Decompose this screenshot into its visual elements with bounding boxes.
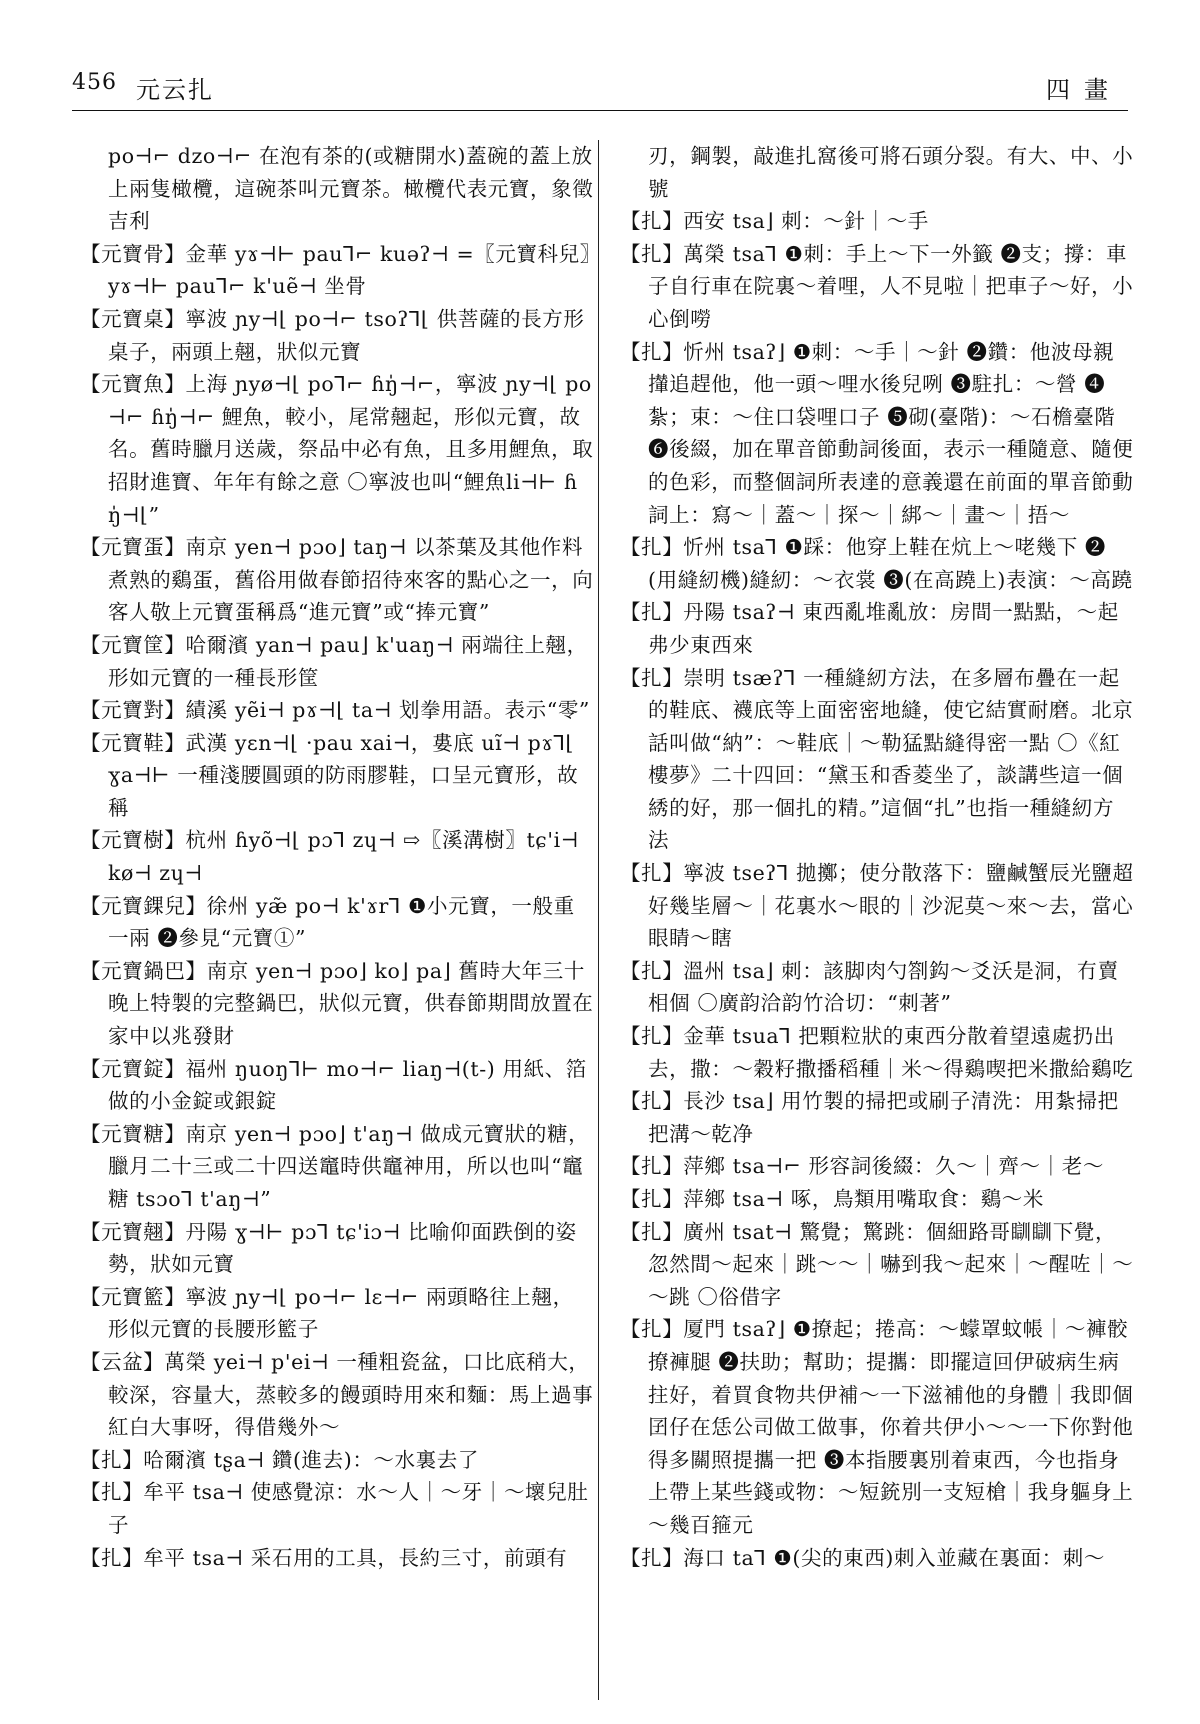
header-rule xyxy=(72,110,1128,111)
dictionary-entry: 【元寶骨】金華 yɤ⊣⊢ pau⅂⌐ kuəʔ⊣ =〖元寶科兒〗yɤ⊣⊢ pau⅂⌐ k'uẽ⊣ 坐骨 xyxy=(80,241,591,299)
dictionary-entry: 【扎】寧波 tseʔ⅂ 拋擲；使分散落下：鹽鹹蟹辰光鹽超好幾坒層～｜花裏水～眼的｜沙泥莫～來～去，當心眼睛～瞎 xyxy=(620,861,1134,951)
dictionary-entry: 【元寶錁兒】徐州 yæ̃ po⊣ k'ɤr⅂ ❶小元寶，一般重一兩 ❷參見“元寶①” xyxy=(80,893,575,951)
dictionary-entry: 【扎】忻州 tsa⅂ ❶踩：他穿上鞋在炕上～咾幾下 ❷(用縫紉機)縫紉：～衣裳 ❸(在高蹺上)表演：～高蹺 xyxy=(620,535,1133,592)
dictionary-entry: 【扎】萬榮 tsa⅂ ❶刺：手上～下一外籤 ❷支；撐：車子自行車在院裏～着哩，人不見啦｜把車子～好，小心倒嘮 xyxy=(620,241,1134,331)
dictionary-entry: 【扎】崇明 tsæʔ⅂ 一種縫紉方法，在多層布疊在一起的鞋底、襪底等上面密密地縫，使它結實耐磨。北京話叫做“納”：～鞋底｜～勒猛點縫得密一點 〇《紅樓夢》二十四回：“黛玉和香菱坐了，談講些這一個綉的好，那一個扎的精。”這個“扎”也指一種縫紉方法 xyxy=(620,665,1134,853)
page-number: 456 xyxy=(72,70,117,95)
dictionary-entry: 【元寶樹】杭州 ɦyõ⊣⌊ pɔ⅂ zɥ⊣ ⇨〖溪溝樹〗tɕ'i⊣ kø⊣ zɥ⊣ xyxy=(80,828,579,886)
dictionary-entry: 【扎】丹陽 tsaʔ⊣ 東西亂堆亂放：房間一點點，～起弗少東西來 xyxy=(620,600,1119,657)
dictionary-entry: 【扎】西安 tsa⌋ 刺：～針｜～手 xyxy=(620,209,929,234)
dictionary-entry: 【扎】哈爾濱 tʂa⊣ 鑽(進去)：～水裏去了 xyxy=(80,1447,479,1472)
dictionary-entry: 【扎】金華 tsua⅂ 把顆粒狀的東西分散着望遠處扔出去，撒：～穀籽撒播稻種｜米～得鷄喫把米撒給鷄吃 xyxy=(620,1024,1134,1081)
right-column xyxy=(620,140,1134,1700)
dictionary-entry: 【元寶蛋】南京 yen⊣ pɔo⌋ taŋ⊣ 以茶葉及其他作料煮熟的鷄蛋，舊俗用做春節招待來客的點心之一，向客人敬上元寶蛋稱爲“進元寶”或“捧元寶” xyxy=(80,535,594,625)
page-header xyxy=(72,70,1128,110)
column-divider xyxy=(598,140,599,1700)
dictionary-entry: 【元寶糖】南京 yen⊣ pɔo⌋ t'aŋ⊣ 做成元寶狀的糖，臘月二十三或二十四送竈時供竈神用，所以也叫“竈糖 tsɔo⅂ t'aŋ⊣” xyxy=(80,1121,590,1211)
section-label: 四畫 xyxy=(1046,76,1122,104)
dictionary-entry: 【扎】萍鄉 tsa⊣ 啄，鳥類用嘴取食：鷄～米 xyxy=(620,1187,1044,1211)
header-title: 元云扎 xyxy=(136,76,214,104)
dictionary-entry: 【元寶錠】福州 ŋuoŋ⅂⊢ mo⊣⌐ liaŋ⊣(t-) 用紙、箔做的小金錠或銀錠 xyxy=(80,1056,587,1114)
dictionary-entry: 【扎】萍鄉 tsa⊣⌐ 形容詞後綴：久～｜齊～｜老～ xyxy=(620,1154,1104,1179)
dictionary-entry: 【元寶桌】寧波 ɲy⊣⌊ po⊣⌐ tsoʔ⅂⌊ 供菩薩的長方形桌子，兩頭上翹，狀似元寶 xyxy=(80,306,585,364)
dictionary-entry: 【扎】海口 ta⅂ ❶(尖的東西)刺入並藏在裏面：刺～ xyxy=(620,1545,1105,1570)
dictionary-entry: 刃，鋼製，敲進扎窩後可將石頭分裂。有大、中、小號 xyxy=(648,144,1134,201)
dictionary-entry: po⊣⌐ dzo⊣⌐ 在泡有茶的(或糖開水)蓋碗的蓋上放上兩隻橄欖，這碗茶叫元寶茶。橄欖代表元寶，象徵吉利 xyxy=(108,144,594,234)
dictionary-entry: 【扎】牟平 tsa⊣ 使感覺涼：水～人｜～牙｜～壞兒肚子 xyxy=(80,1480,589,1537)
dictionary-entry: 【扎】溫州 tsa⌋ 刺：該脚肉勺劄鈎～爻沃是洞，冇賣相個 〇廣韵洽韵竹洽切：“刺著” xyxy=(620,958,1119,1016)
dictionary-entry: 【元寶筐】哈爾濱 yan⊣ pau⌋ k'uaŋ⊣ 兩端往上翹，形如元寶的一種長形筐 xyxy=(80,632,588,690)
dictionary-entry: 【元寶鍋巴】南京 yen⊣ pɔo⌋ ko⌋ pa⌋ 舊時大年三十晚上特製的完整鍋巴，狀似元寶，供春節期間放置在家中以兆發財 xyxy=(80,958,594,1049)
dictionary-entry: 【云盆】萬榮 yei⊣ p'ei⊣ 一種粗瓷盆，口比底稍大，較深，容量大，蒸較多的饅頭時用來和麵：馬上過事紅白大事呀，得借幾外～ xyxy=(80,1349,594,1440)
dictionary-entry: 【元寶魚】上海 ɲyø⊣⌊ po⅂⌐ ɦŋ̍⊣⌐，寧波 ɲy⊣⌊ po⊣⌐ ɦŋ̍⊣⌐ 鯉魚，較小，尾常翹起，形似元寶，故名。舊時臘月送歲，祭品中必有魚，且多用鯉魚，取招財進寶、年年有餘之意 〇寧波也叫“鯉魚li⊣⊢ ɦŋ̍⊣⌊” xyxy=(80,372,594,527)
dictionary-entry: 【扎】長沙 tsa⌋ 用竹製的掃把或刷子清洗：用紮掃把把溝～乾净 xyxy=(620,1089,1119,1146)
left-column xyxy=(80,140,594,1700)
dictionary-entry: 【元寶翹】丹陽 ɣ⊣⊢ pɔ⅂ tɕ'iɔ⊣ 比喻仰面跌倒的姿勢，狀如元寶 xyxy=(80,1219,577,1277)
dictionary-entry: 【元寶鞋】武漢 yɛn⊣⌊ ·pau xai⊣，婁底 uĩ⊣ pɤ⅂⌊ ɣa⊣⊢ 一種淺腰圓頭的防雨膠鞋，口呈元寶形，故稱 xyxy=(80,730,579,820)
dictionary-entry: 【元寶對】績溪 yẽi⊣ pɤ⊣⌊ ta⊣ 划拳用語。表示“零” xyxy=(80,698,591,723)
dictionary-entry: 【元寶籃】寧波 ɲy⊣⌊ po⊣⌐ lɛ⊣⌐ 兩頭略往上翹，形似元寶的長腰形籃子 xyxy=(80,1284,574,1342)
dictionary-entry: 【扎】忻州 tsaʔ⌋ ❶刺：～手｜～針 ❷鑽：他波母親攆追趕他，他一頭～哩水後兒咧 ❸駐扎：～營 ❹紮；束：～住口袋哩口子 ❺砌(臺階)：～石檐臺階 ❻後綴，加在單音節動詞後面，表示一種隨意、隨便的色彩，而整個詞所表達的意義還在前面的單音節動詞上：寫～｜蓋～｜探～｜綁～｜畫～｜捂～ xyxy=(620,339,1134,527)
dictionary-entry: 【扎】牟平 tsa⊣ 采石用的工具，長約三寸，前頭有 xyxy=(80,1545,568,1570)
dictionary-entry: 【扎】廣州 tsat⊣ 驚覺；驚跳：個細路哥瞓瞓下覺，忽然間～起來｜跳～～｜嚇到我～起來｜～醒咗｜～～跳 〇俗借字 xyxy=(620,1219,1134,1309)
dictionary-entry: 【扎】厦門 tsaʔ⌋ ❶撩起；捲高：～蠓罩蚊帳｜～褲骹撩褲腿 ❷扶助；幫助；提攜：即擺這回伊破病生病拄好，着買食物共伊補～一下滋補他的身體｜我即個囝仔在恁公司做工做事，你着共伊小～～一下你對他得多關照提攜一把 ❸本指腰裏別着東西，今也指身上帶上某些錢或物：～短銃別一支短槍｜我身軀身上～幾百箍元 xyxy=(620,1317,1134,1537)
